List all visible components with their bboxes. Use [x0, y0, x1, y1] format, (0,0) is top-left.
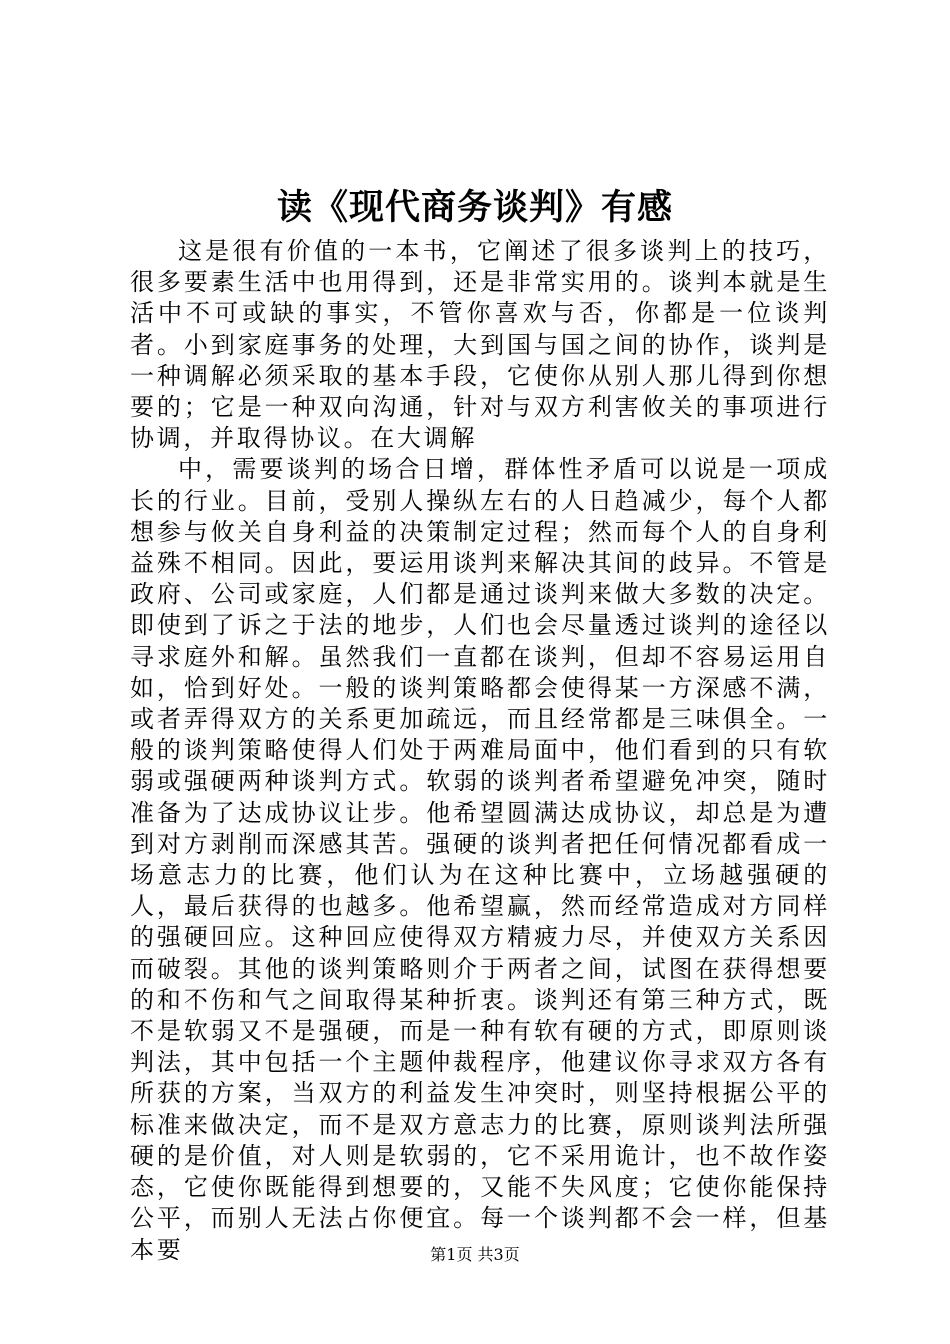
paragraph-1: 这是很有价值的一本书，它阐述了很多谈判上的技巧，很多要素生活中也用得到，还是非常实用的。谈判本就是生活中不可或缺的事实，不管你喜欢与否，你都是一位谈判者。小到家庭事务的处理，大到国与国之间的协作，谈判是一种调解必须采取的基本手段，它使你从别人那儿得到你想要的；它是一种双向沟通，针对与双方利害攸关的事项进行协调，并取得协议。在大调解 [130, 237, 830, 453]
page-footer: 第1页 共3页 [430, 1245, 520, 1264]
document-title: 读《现代商务谈判》有感 [276, 187, 673, 228]
paragraph-2: 中，需要谈判的场合日增，群体性矛盾可以说是一项成长的行业。目前，受别人操纵左右的人日趋减少，每个人都想参与攸关自身利益的决策制定过程；然而每个人的自身利益殊不相同。因此，要运用谈判来解决其间的歧异。不管是政府、公司或家庭，人们都是通过谈判来做大多数的决定。即使到了诉之于法的地步，人们也会尽量透过谈判的途径以寻求庭外和解。虽然我们一直都在谈判，但却不容易运用自如，恰到好处。一般的谈判策略都会使得某一方深感不满，或者弄得双方的关系更加疏远，而且经常都是三味俱全。一般的谈判策略使得人们处于两难局面中，他们看到的只有软弱或强硬两种谈判方式。软弱的谈判者希望避免冲突，随时准备为了达成协议让步。他希望圆满达成协议，却总是为遭到对方剥削而深感其苦。强硬的谈判者把任何情况都看成一场意志力的比赛，他们认为在这种比赛中，立场越强硬的人，最后获得的也越多。他希望赢，然而经常造成对方同样的强硬回应。这种回应使得双方精疲力尽，并使双方关系因而破裂。其他的谈判策略则介于两者之间，试图在获得想要的和不伤和气之间取得某种折衷。谈判还有第三种方式，既不是软弱又不是强硬，而是一种有软有硬的方式，即原则谈判法，其中包括一个主题仲裁程序，他建议你寻求双方各有所获的方案，当双方的利益发生冲突时，则坚持根据公平的标准来做决定，而不是双方意志力的比赛，原则谈判法所强硬的是价值，对人则是软弱的，它不采用诡计，也不故作姿态，它使你既能得到想要的，又能不失风度；它使你能保持公平，而别人无法占你便宜。每一个谈判都不会一样，但基本要 [130, 455, 830, 1264]
document-body [130, 236, 830, 1266]
